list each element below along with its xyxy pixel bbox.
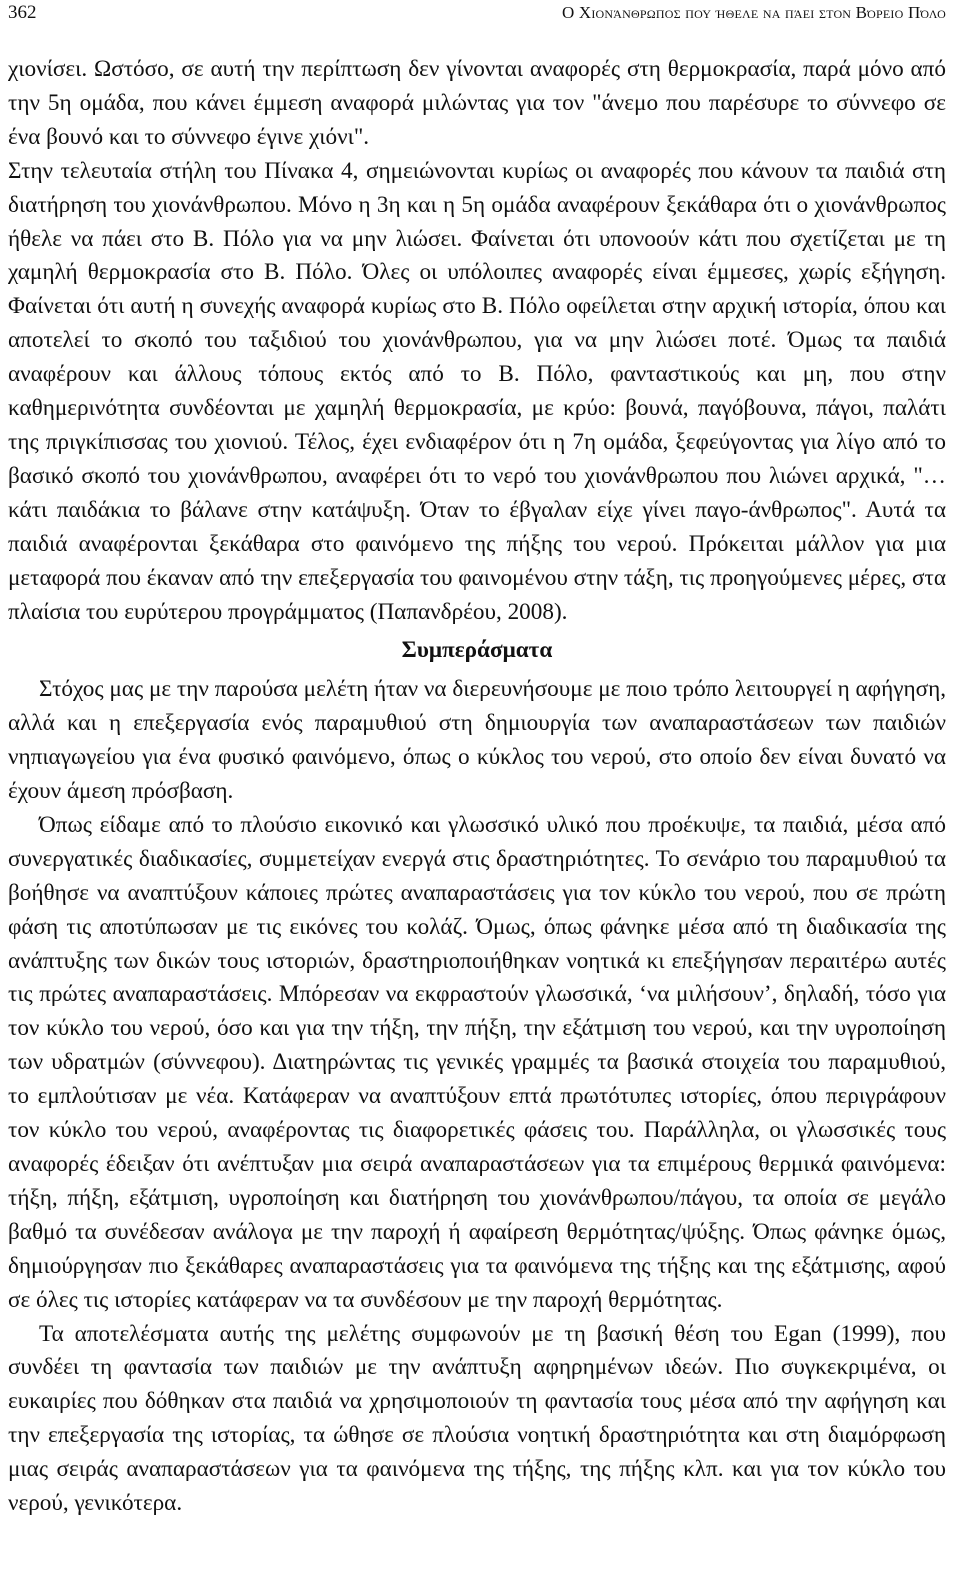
paragraph-conclusions-egan: Τα αποτελέσματα αυτής της μελέτης συμφωνούν με τη βασική θέση του Egan (1999), που συνδέει τη φαντασία των παιδιών με την ανάπτυξη αφηρημένων ιδεών. Πιο συγκεκριμένα, οι ευκαιρίες που δόθηκαν στα παιδιά να χρησιμοποιούν τη φαντασία τους μέσα από την αφήγηση και την επεξεργασία της ιστορίας, τα ώθησε σε πλούσια νοητική δραστηριότητα και στη διαμόρφωση μιας σειράς αναπαραστάσεων για τα φαινόμενα της τήξης, της πήξης κλπ. και για τον κύκλο του νερού, γενικότερα. [8,1320,946,1517]
running-header [8,2,946,30]
body-text [8,53,946,1521]
page-number: 362 [8,2,37,23]
paragraph-continuation: χιονίσει. Ωστόσο, σε αυτή την περίπτωση δεν γίνονται αναφορές στη θερμοκρασία, παρά μόνο από την 5η ομάδα, που κάνει έμμεση αναφορά μιλώντας για τον "άνεμο που παρέσυρε το σύννεφο σε ένα βουνό και το σύννεφο έγινε χιόνι". [8,56,946,150]
paragraph-conclusions-findings: Όπως είδαμε από το πλούσιο εικονικό και γλωσσικό υλικό που προέκυψε, τα παιδιά, μέσα από συνεργατικές διαδικασίες, συμμετείχαν ενεργά στις δραστηριότητες. Το σενάριο του παραμυθιού τα βοήθησε να αναπτύξουν κάποιες πρώτες αναπαραστάσεις για τον κύκλο του νερού, που σε πρώτη φάση τις αποτύπωσαν με τις εικόνες του κολάζ. Όμως, όπως φάνηκε μέσα από τη διαδικασία της ανάπτυξης των δικών τους ιστοριών, δραστηριοποιήθηκαν νοητικά κι επεξήγησαν περαιτέρω αυτές τις πρώτες αναπαραστάσεις. Μπόρεσαν να εκφραστούν γλωσσικά, ‘να μιλήσουν’, δηλαδή, τόσο για τον κύκλο του νερού, όσο και για την τήξη, την πήξη, την εξάτμιση του νερού, και την υγροποίηση των υδρατμών (σύννεφου). Διατηρώντας τις γενικές γραμμές τα βασικά στοιχεία του παραμυθιού, το εμπλούτισαν με νέα. Κατάφεραν να αναπτύξουν επτά πρωτότυπες ιστορίες, όπου περιγράφουν τον κύκλο του νερού, αναφέροντας τις διαφορετικές φάσεις του. Παράλληλα, οι γλωσσικές τους αναφορές έδειξαν ότι ανέπτυξαν μια σειρά αναπαραστάσεων για τα επιμέρους θερμικά φαινόμενα: τήξη, πήξη, εξάτμιση, υγροποίηση και διατήρηση του χιονάνθρωπου/πάγου, τα οποία σε μεγάλο βαθμό τα συνέδεσαν ανάλογα με την παροχή ή αφαίρεση θερμότητας/ψύξης. Όπως φάνηκε όμως, δημιούργησαν πιο ξεκάθαρες αναπαραστάσεις για τα φαινόμενα της τήξης και της εξάτμισης, αφού σε όλες τις ιστορίες κατάφεραν να τα συνδέσουν με την παροχή θερμότητας. [8,811,946,1313]
section-heading-conclusions: Συμπεράσματα [401,637,553,664]
paragraph-conclusions-aim: Στόχος μας με την παρούσα μελέτη ήταν να διερευνήσουμε με ποιο τρόπο λειτουργεί η αφήγηση, αλλά και η επεξεργασία ενός παραμυθιού στη δημιουργία των αναπαραστάσεων των παιδιών νηπιαγωγείου για ένα φυσικό φαινόμενο, όπως ο κύκλος του νερού, στο οποίο δεν είναι δυνατό να έχουν άμεση πρόσβαση. [8,676,946,805]
paragraph-table-discussion: Στην τελευταία στήλη του Πίνακα 4, σημειώνονται κυρίως οι αναφορές που κάνουν τα παιδιά στη διατήρηση του χιονάνθρωπου. Μόνο η 3η και η 5η ομάδα αναφέρουν ξεκάθαρα ότι ο χιονάνθρωπος ήθελε να πάει στο Β. Πόλο για να μην λιώσει. Φαίνεται ότι υπονοούν κάτι που σχετίζεται με τη χαμηλή θερμοκρασία στο Β. Πόλο. Όλες οι υπόλοιπες αναφορές είναι έμμεσες, χωρίς εξήγηση. Φαίνεται ότι αυτή η συνεχής αναφορά κυρίως στο Β. Πόλο οφείλεται στην αρχική ιστορία, όπου και αποτελεί το σκοπό του ταξιδιού του χιονάνθρωπου, για να μην λιώσει ποτέ. Όμως τα παιδιά αναφέρουν και άλλους τόπους εκτός από το Β. Πόλο, φανταστικούς και μη, που στην καθημερινότητα συνδέονται με χαμηλή θερμοκρασία, με κρύο: βουνά, παγόβουνα, πάγοι, παλάτι της πριγκίπισσας του χιονιού. Τέλος, έχει ενδιαφέρον ότι η 7η ομάδα, ξεφεύγοντας για λίγο από το βασικό σκοπό του χιονάνθρωπου, αναφέρει ότι το νερό του χιονάνθρωπου που λιώνει αρχικά, "…κάτι παιδάκια το βάλανε στην κατάψυξη. Όταν το έβγαλαν είχε γίνει παγο-άνθρωπος". Αυτά τα παιδιά αναφέρονται ξεκάθαρα στο φαινόμενο της πήξης του νερού. Πρόκειται μάλλον για μια μεταφορά που έκαναν από την επεξεργασία του φαινομένου στην τάξη, τις προηγούμενες μέρες, στα πλαίσια του ευρύτερου προγράμματος (Παπανδρέου, 2008). [8,157,946,625]
running-title: Ο Χιονάνθρωπος που ήθελε να πάει στον Βόρειο Πόλο [561,3,946,22]
document-page [8,0,946,1521]
